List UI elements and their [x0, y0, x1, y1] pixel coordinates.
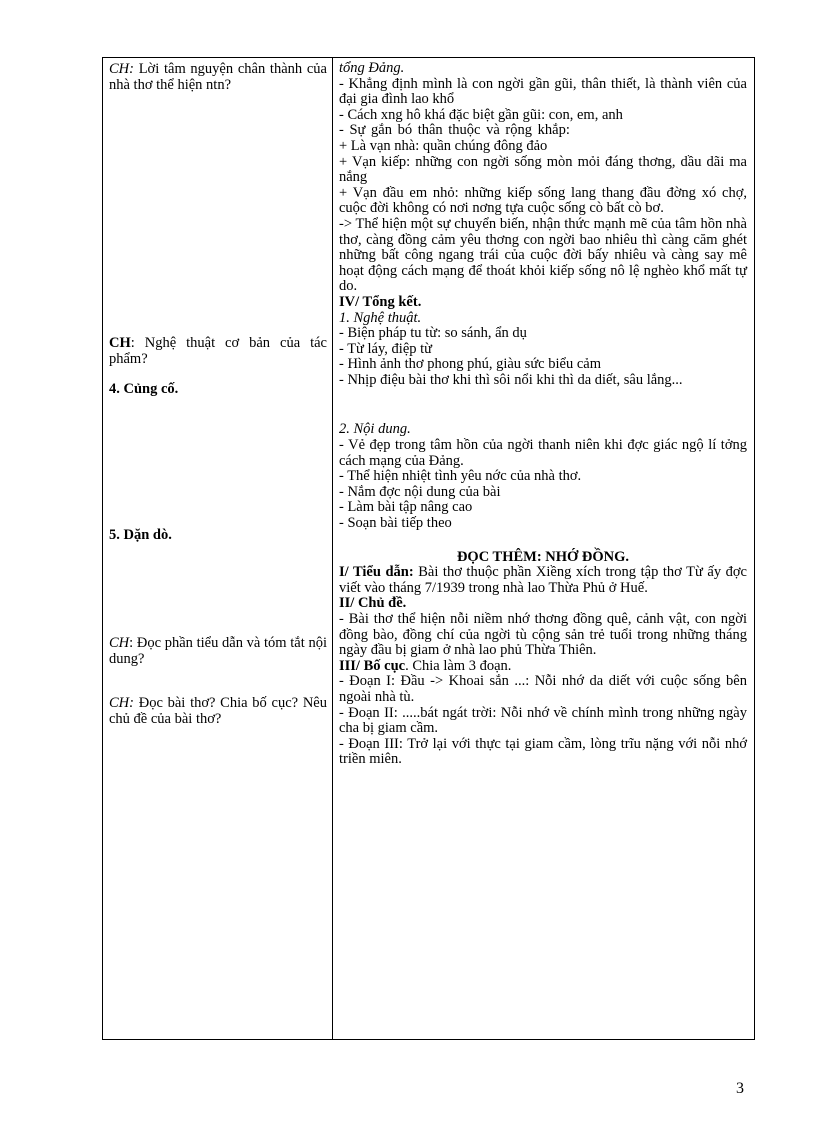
content-line: + Là vạn nhà: quần chúng đông đảo	[339, 137, 548, 154]
noi-dung-item: - Nắm đợc nội dung của bài	[339, 483, 501, 500]
nghe-thuat-item: - Biện pháp tu từ: so sánh, ẩn dụ	[339, 325, 527, 342]
noi-dung-item: - Làm bài tập nâng cao	[339, 499, 473, 516]
nghe-thuat-item: - Hình ảnh thơ phong phú, giàu sức biểu cảm	[339, 356, 601, 373]
section-dan-do: 5. Dặn dò.	[109, 527, 172, 543]
bo-cuc-item: - Đoạn II: .....bát ngát trời: Nỗi nhớ về chính mình trong những ngày cha bị giam cầm.	[339, 704, 747, 737]
question-bo-cuc: CH: Đọc bài thơ? Chia bố cục? Nêu chủ đề của bài thơ?	[109, 695, 327, 727]
content-line: -> Thể hiện một sự chuyển biến, nhận thức mạnh mẽ của tâm hồn nhà thơ, càng đồng cảm yêu thơng con ngời bao nhiêu thì càng căm ghét những bất công ngang trái của cuộc đời bấy nhiêu và càng say mê hoạt động cách mạng để thoát khỏi kiếp sống nô lệ nghèo khổ mất tự do.	[339, 215, 747, 295]
page-number: 3	[736, 1080, 744, 1097]
content-line: - Cách xng hô khá đặc biệt gần gũi: con, em, anh	[339, 106, 623, 123]
noi-dung-item: - Thể hiện nhiệt tình yêu nớc của nhà thơ.	[339, 468, 582, 485]
content-line: + Vạn kiếp: những con ngời sống mòn mỏi đáng thơng, dầu dãi ma nắng	[339, 153, 747, 186]
question-nghe-thuat: CH: Nghệ thuật cơ bản của tác phẩm?	[109, 335, 327, 367]
teacher-questions-column	[109, 61, 327, 727]
doc-them-title: ĐỌC THÊM: NHỚ ĐỒNG.	[456, 548, 630, 565]
tieu-dan-paragraph: I/ Tiểu dẫn: Bài thơ thuộc phần Xiềng xích trong tập thơ Từ ấy đợc viết vào tháng 7/1939 trong nhà lao Thừa Phủ ở Huế.	[339, 564, 747, 596]
noi-dung-title: 2. Nội dung.	[339, 421, 411, 438]
lesson-table	[102, 57, 755, 1040]
column-divider	[332, 58, 333, 1039]
chu-de-paragraph: - Bài thơ thể hiện nỗi niềm nhớ thơng đồng quê, cảnh vật, con ngời đồng bào, đồng chí của ngời tù cộng sản trẻ tuổi trong những tháng ngày đầu bị giam ở nhà lao phủ Thừa Thiên.	[339, 611, 747, 659]
section-cung-co: 4. Củng cố.	[109, 381, 179, 397]
content-line: - Khẳng định mình là con ngời gần gũi, thân thiết, là thành viên của đại gia đình lao khổ	[339, 75, 747, 108]
content-line: - Sự gắn bó thân thuộc và rộng khắp:	[339, 122, 570, 139]
noi-dung-item: - Vẻ đẹp trong tâm hồn của ngời thanh niên khi đợc giác ngộ lí tởng cách mạng của Đảng.	[339, 437, 747, 469]
nghe-thuat-item: - Nhịp điệu bài thơ khi thì sôi nổi khi thì da diết, sâu lắng...	[339, 371, 683, 388]
chu-de-heading: II/ Chủ đề.	[339, 595, 407, 612]
content-line: + Vạn đầu em nhỏ: những kiếp sống lang thang đầu đờng xó chợ, cuộc đời không có nơi nơng tựa cuộc sống cò bất cò bơ.	[339, 184, 747, 217]
noi-dung-item: - Soạn bài tiếp theo	[339, 515, 452, 532]
bo-cuc-paragraph: III/ Bố cục. Chia làm 3 đoạn.	[339, 657, 512, 674]
question-tieu-dan: CH: Đọc phần tiểu dẫn và tóm tắt nội dung?	[109, 635, 327, 667]
bo-cuc-item: - Đoạn I: Đầu -> Khoai sắn ...: Nỗi nhớ da diết với cuộc sống bên ngoài nhà tù.	[339, 673, 747, 705]
lesson-content-column	[339, 61, 747, 768]
nghe-thuat-item: - Từ láy, điệp từ	[339, 340, 433, 357]
bo-cuc-item: - Đoạn III: Trở lại với thực tại giam cầm, lòng trĩu nặng với nỗi nhớ triền miên.	[339, 735, 747, 768]
content-line: tổng Đảng.	[339, 60, 405, 76]
nghe-thuat-title: 1. Nghệ thuật.	[339, 309, 422, 326]
tong-ket-heading: IV/ Tổng kết.	[339, 293, 422, 310]
question-loi-tam-nguyen: CH: Lời tâm nguyện chân thành của nhà thơ thể hiện ntn?	[109, 61, 327, 93]
